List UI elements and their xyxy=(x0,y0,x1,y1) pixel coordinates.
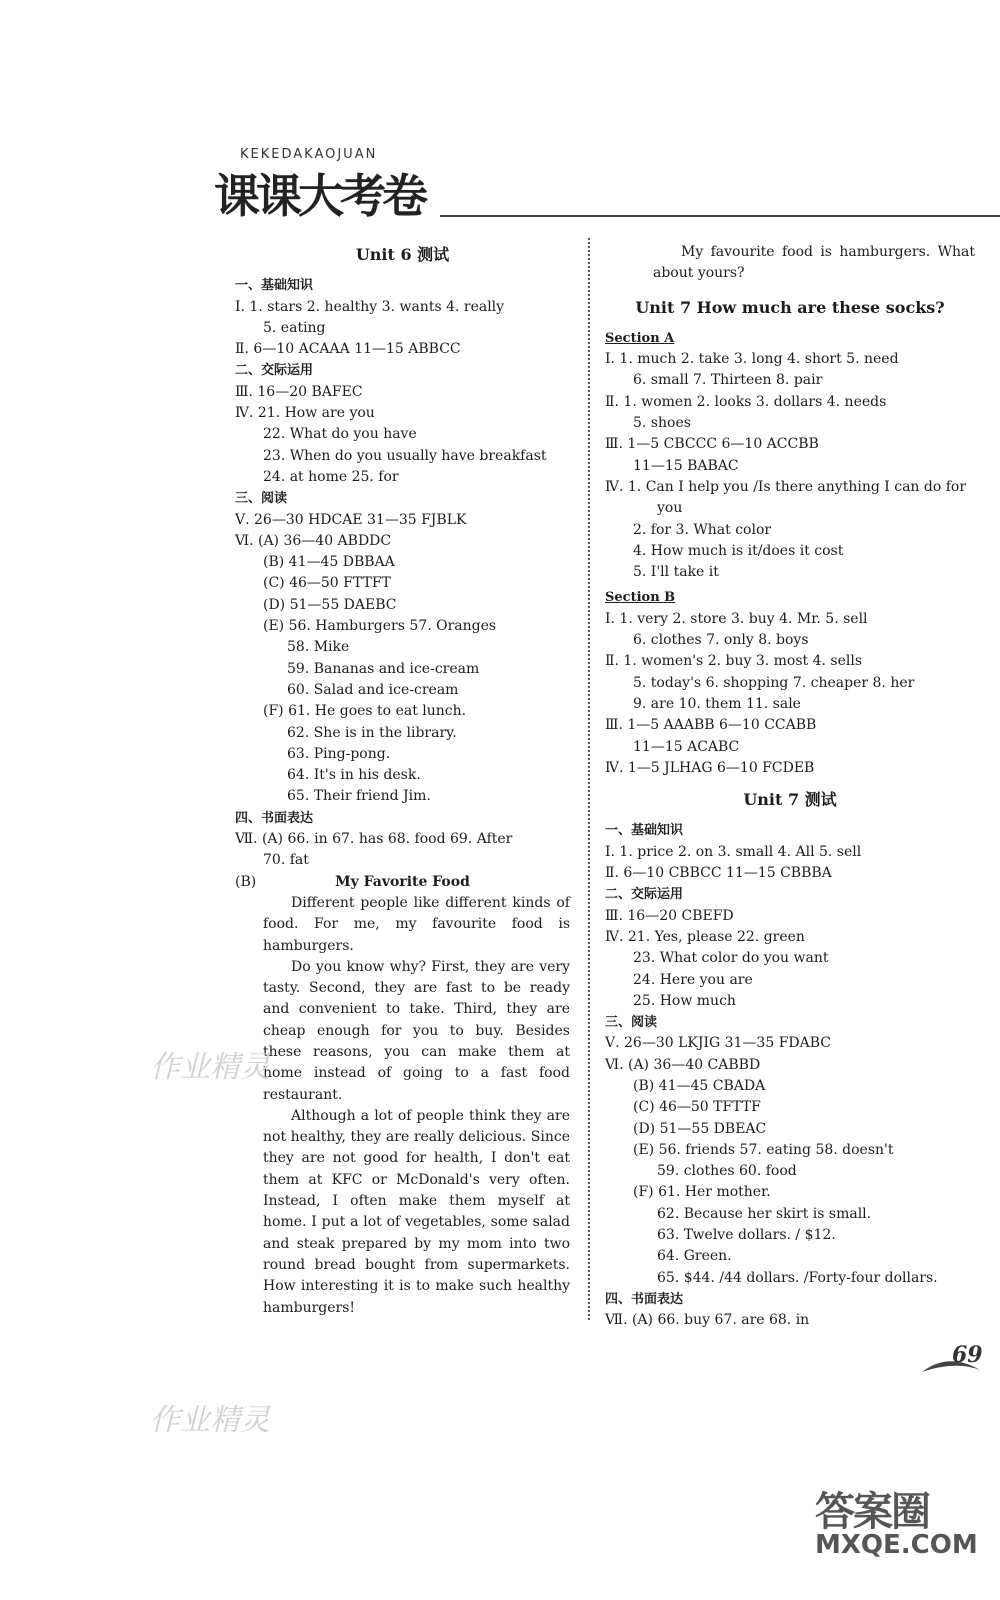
answer-line: Ⅱ. 6—10 CBBCC 11—15 CBBBA xyxy=(605,865,832,882)
answer-line: 63. Ping-pong. xyxy=(287,745,391,762)
section-heading: 一、基础知识 xyxy=(605,823,684,839)
answer-line: 70. fat xyxy=(263,852,309,869)
answer-line: Ⅳ. 1. Can I help you /Is there anything I can do for xyxy=(605,478,967,495)
header-pinyin: KEKEDAKAOJUAN xyxy=(240,147,378,162)
section-heading: 二、交际运用 xyxy=(235,363,314,379)
answer-line: Ⅱ. 6—10 ACAAA 11—15 ABBCC xyxy=(235,341,461,358)
right-column xyxy=(605,242,975,1332)
answer-line: 5. I'll take it xyxy=(633,564,719,581)
answer-line: you xyxy=(657,500,683,517)
answer-line: (D) 51—55 DAEBC xyxy=(263,596,397,613)
answer-line: (E) 56. friends 57. eating 58. doesn't xyxy=(633,1141,894,1158)
answer-line: Ⅳ. 21. How are you xyxy=(235,405,375,422)
answer-line: 59. clothes 60. food xyxy=(657,1163,797,1180)
section-heading: 一、基础知识 xyxy=(235,278,314,294)
section-b-heading: Section B xyxy=(605,590,676,606)
answer-line: (D) 51—55 DBEAC xyxy=(633,1120,767,1137)
watermark: 作业精灵 xyxy=(150,1050,270,1085)
answer-line: 5. eating xyxy=(263,319,326,336)
answer-line: (F) 61. Her mother. xyxy=(633,1184,771,1201)
corner-logo: 答案圈 xyxy=(815,1488,929,1535)
answer-line: 65. $44. /44 dollars. /Forty-four dollars. xyxy=(657,1269,938,1286)
answer-line: (C) 46—50 TFTTF xyxy=(633,1099,761,1116)
unit7-test-title: Unit 7 测试 xyxy=(743,790,837,810)
answer-line: Ⅶ. (A) 66. buy 67. are 68. in xyxy=(605,1312,810,1329)
answer-line: Ⅲ. 1—5 CBCCC 6—10 ACCBB xyxy=(605,436,819,453)
answer-line: Ⅰ. 1. much 2. take 3. long 4. short 5. need xyxy=(605,351,899,368)
answer-line: 11—15 BABAC xyxy=(633,457,739,474)
answer-line: Ⅴ. 26—30 HDCAE 31—35 FJBLK xyxy=(235,511,467,528)
answer-line: 24. Here you are xyxy=(633,971,753,988)
answer-line: Ⅱ. 1. women's 2. buy 3. most 4. sells xyxy=(605,653,863,670)
answer-line: 58. Mike xyxy=(287,639,350,656)
left-column xyxy=(235,242,570,1319)
answer-line: 24. at home 25. for xyxy=(263,468,399,485)
answer-line: 23. What color do you want xyxy=(633,950,829,967)
answer-line: 62. Because her skirt is small. xyxy=(657,1205,872,1222)
section-heading: 四、书面表达 xyxy=(605,1291,684,1307)
answer-line: 11—15 ACABC xyxy=(633,738,740,755)
answer-line: 65. Their friend Jim. xyxy=(287,788,431,805)
unit7-title: Unit 7 How much are these socks? xyxy=(635,297,945,317)
answer-line: Ⅲ. 1—5 AAABB 6—10 CCABB xyxy=(605,717,817,734)
answer-line: Ⅶ. (A) 66. in 67. has 68. food 69. After xyxy=(235,831,513,848)
answer-line: (C) 46—50 FTTFT xyxy=(263,575,391,592)
answer-line: Ⅰ. 1. very 2. store 3. buy 4. Mr. 5. sell xyxy=(605,610,868,627)
answer-line: 25. How much xyxy=(633,992,736,1009)
corner-url: MXQE.COM xyxy=(815,1530,978,1560)
answer-line: 2. for 3. What color xyxy=(633,521,772,538)
section-heading: 二、交际运用 xyxy=(605,887,684,903)
answer-line: 64. Green. xyxy=(657,1248,732,1265)
answer-line: (F) 61. He goes to eat lunch. xyxy=(263,703,467,720)
section-heading: 四、书面表达 xyxy=(235,810,314,826)
answer-line: Ⅰ. 1. stars 2. healthy 3. wants 4. really xyxy=(235,298,505,315)
section-heading: 三、阅读 xyxy=(605,1015,658,1031)
answer-line: Ⅳ. 21. Yes, please 22. green xyxy=(605,928,805,945)
essay-paragraph: Different people like different kinds of food. For me, my favourite food is hamburgers. xyxy=(263,894,570,954)
answer-line: (B) 41—45 DBBAA xyxy=(263,554,395,571)
answer-line: Ⅵ. (A) 36—40 CABBD xyxy=(605,1056,761,1073)
answer-line: 64. It's in his desk. xyxy=(287,767,421,784)
essay-paragraph: My favourite food is hamburgers. What about yours? xyxy=(653,244,975,282)
essay-title: My Favorite Food xyxy=(335,873,470,890)
watermark: 作业精灵 xyxy=(150,1403,270,1438)
answer-line: 60. Salad and ice-cream xyxy=(287,681,459,698)
answer-line: 22. What do you have xyxy=(263,426,417,443)
answer-line: 4. How much is it/does it cost xyxy=(633,542,844,559)
essay-paragraph: Do you know why? First, they are very tasty. Second, they are fast to be ready and convenient to take. Third, they are cheap enough for you to buy. Besides these reasons, you can make them at home instead of going to a fast food restaurant. xyxy=(263,958,570,1103)
answer-line: Ⅱ. 1. women 2. looks 3. dollars 4. needs xyxy=(605,393,887,410)
answer-line: Ⅲ. 16—20 BAFEC xyxy=(235,383,363,400)
answer-line: 62. She is in the library. xyxy=(287,724,457,741)
answer-line: 23. When do you usually have breakfast xyxy=(263,447,547,464)
answer-line: (E) 56. Hamburgers 57. Oranges xyxy=(263,618,497,635)
answer-line: Ⅲ. 16—20 CBEFD xyxy=(605,907,734,924)
answer-line: Ⅳ. 1—5 JLHAG 6—10 FCDEB xyxy=(605,759,815,776)
essay-paragraph: Although a lot of people think they are not healthy, they are really delicious. Since they are not good for health, I don't eat them at KFC or McDonald's very often. Instead, I often make them myself at home. I put a lot of vegetables, some salad and steak prepared by my mom into two round bread bought from supermarkets. How interesting it is to make such healthy hamburgers! xyxy=(263,1107,570,1316)
header-rule xyxy=(440,215,1000,217)
answer-line: 59. Bananas and ice-cream xyxy=(287,660,480,677)
column-divider xyxy=(588,238,590,1320)
answer-line: 6. small 7. Thirteen 8. pair xyxy=(633,372,823,389)
answer-line: 5. shoes xyxy=(633,415,691,432)
answer-line: 63. Twelve dollars. / $12. xyxy=(657,1227,836,1244)
answer-line: 9. are 10. them 11. sale xyxy=(633,695,801,712)
unit6-test-title: Unit 6 测试 xyxy=(355,245,450,264)
section-a-heading: Section A xyxy=(605,330,675,346)
header-logo: 课课大考卷 xyxy=(214,169,424,223)
section-heading: 三、阅读 xyxy=(235,491,288,507)
answer-line: 6. clothes 7. only 8. boys xyxy=(633,632,809,649)
answer-line: 5. today's 6. shopping 7. cheaper 8. her xyxy=(633,674,915,691)
page-number: 69 xyxy=(952,1342,983,1368)
answer-line: (B) 41—45 CBADA xyxy=(633,1077,766,1094)
answer-line: Ⅵ. (A) 36—40 ABDDC xyxy=(235,532,392,549)
essay-label: (B) xyxy=(235,873,257,890)
answer-line: Ⅴ. 26—30 LKJIG 31—35 FDABC xyxy=(605,1035,832,1052)
answer-line: Ⅰ. 1. price 2. on 3. small 4. All 5. sell xyxy=(605,843,862,860)
